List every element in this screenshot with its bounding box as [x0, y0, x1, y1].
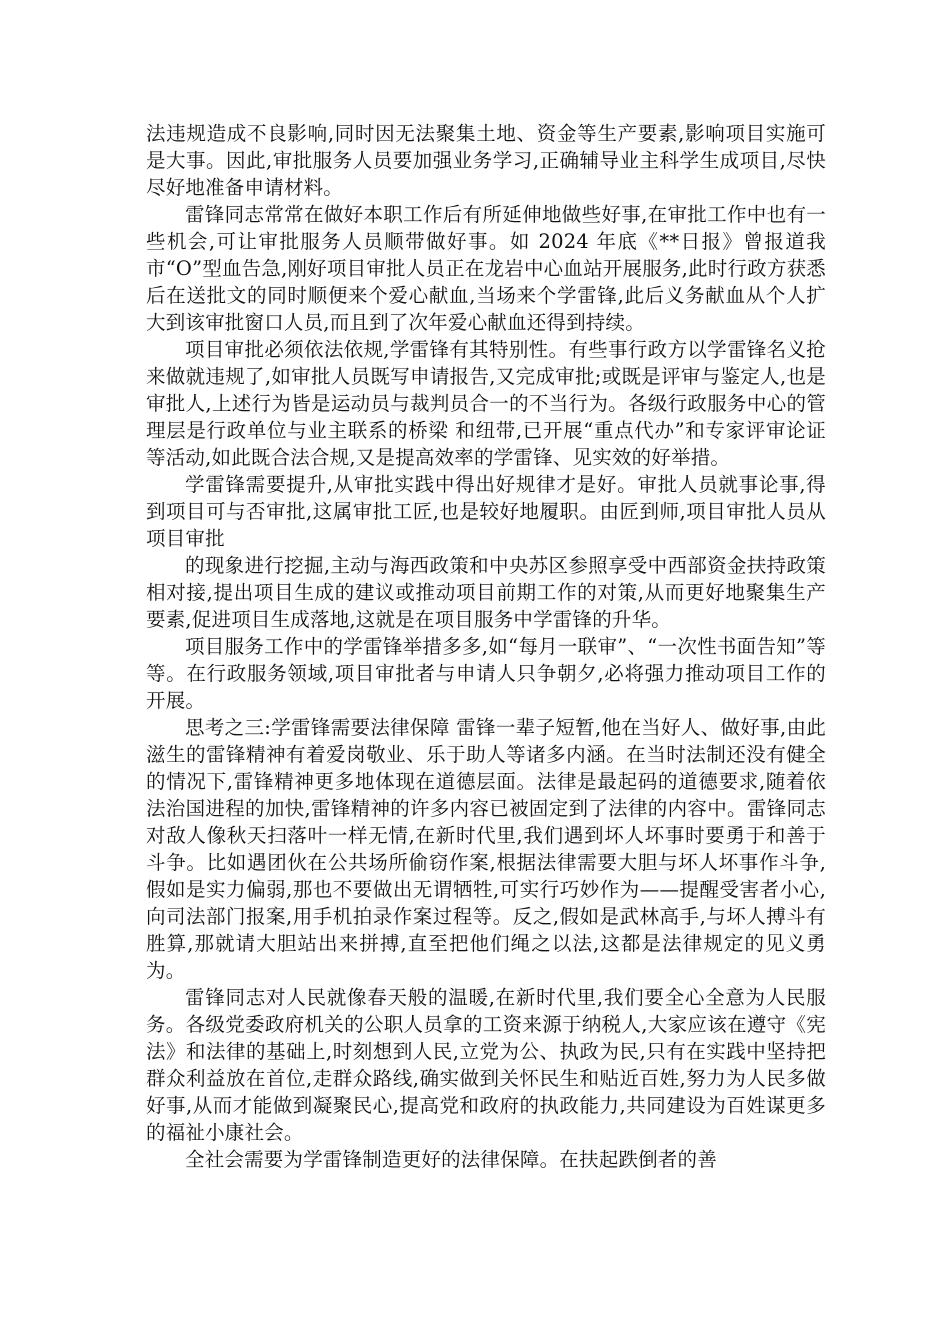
paragraph-2: 雷锋同志常常在做好本职工作后有所延伸地做些好事,在审批工作中也有一些机会,可让审批服务人员顺带做好事。如 2024 年底《**日报》曾报道我市“O”型血告急,刚好项目审批人员正在龙岩中心血站开展服务,此时行政方获悉后在送批文的同时顺便来个爱心献血,当场来个学雷锋,此后义务献血从个人扩大到该审批窗口人员,而且到了次年爱心献血还得到持续。	[146, 203, 826, 334]
paragraph-1: 法违规造成不良影响,同时因无法聚集土地、资金等生产要素,影响项目实施可是大事。因此,审批服务人员要加强业务学习,正确辅导业主科学生成项目,尽快尽好地准备申请材料。	[146, 122, 826, 199]
paragraph-8: 雷锋同志对人民就像春天般的温暖,在新时代里,我们要全心全意为人民服务。各级党委政府机关的公职人员拿的工资来源于纳税人,大家应该在遵守《宪法》和法律的基础上,时刻想到人民,立党为公、执政为民,只有在实践中坚持把群众利益放在首位,走群众路线,确实做到关怀民生和贴近百姓,努力为人民多做好事,从而才能做到凝聚民心,提高党和政府的执政能力,共同建设为百姓谋更多的福祉小康社会。	[146, 986, 826, 1144]
paragraph-4: 学雷锋需要提升,从审批实践中得出好规律才是好。审批人员就事论事,得到项目可与否审批,这属审批工匠,也是较好地履职。由匠到师,项目审批人员从项目审批	[146, 473, 826, 550]
document-body	[146, 120, 826, 1173]
paragraph-9: 全社会需要为学雷锋制造更好的法律保障。在扶起跌倒者的善	[185, 1148, 717, 1171]
paragraph-6: 项目服务工作中的学雷锋举措多多,如“每月一联审”、“一次性书面告知”等等。在行政服务领域,项目审批者与申请人只争朝夕,必将强力推动项目工作的开展。	[146, 635, 826, 712]
paragraph-3: 项目审批必须依法依规,学雷锋有其特别性。有些事行政方以学雷锋名义抢来做就违规了,如审批人员既写申请报告,又完成审批;或既是评审与鉴定人,也是审批人,上述行为皆是运动员与裁判员合一的不当行为。各级行政服务中心的管理层是行政单位与业主联系的桥梁 和纽带,已开展“重点代办”和专家评审论证等活动,如此既合法合规,又是提高效率的学雷锋、见实效的好举措。	[146, 338, 826, 469]
paragraph-5: 的现象进行挖掘,主动与海西政策和中央苏区参照享受中西部资金扶持政策相对接,提出项目生成的建议或推动项目前期工作的对策,从而更好地聚集生产要素,促进项目生成落地,这就是在项目服务中学雷锋的升华。	[146, 554, 826, 631]
paragraph-7: 思考之三:学雷锋需要法律保障 雷锋一辈子短暂,他在当好人、做好事,由此滋生的雷锋精神有着爱岗敬业、乐于助人等诸多内涵。在当时法制还没有健全的情况下,雷锋精神更多地体现在道德层面。法律是最起码的道德要求,随着依法治国进程的加快,雷锋精神的许多内容已被固定到了法律的内容中。雷锋同志对敌人像秋天扫落叶一样无情,在新时代里,我们遇到坏人坏事时要勇于和善于斗争。比如遇团伙在公共场所偷窃作案,根据法律需要大胆与坏人坏事作斗争,假如是实力偏弱,那也不要做出无谓牺牲,可实行巧妙作为——提醒受害者小心,向司法部门报案,用手机拍录作案过程等。反之,假如是武林高手,与坏人搏斗有胜算,那就请大胆站出来拼搏,直至把他们绳之以法,这都是法律规定的见义勇为。	[146, 716, 826, 982]
